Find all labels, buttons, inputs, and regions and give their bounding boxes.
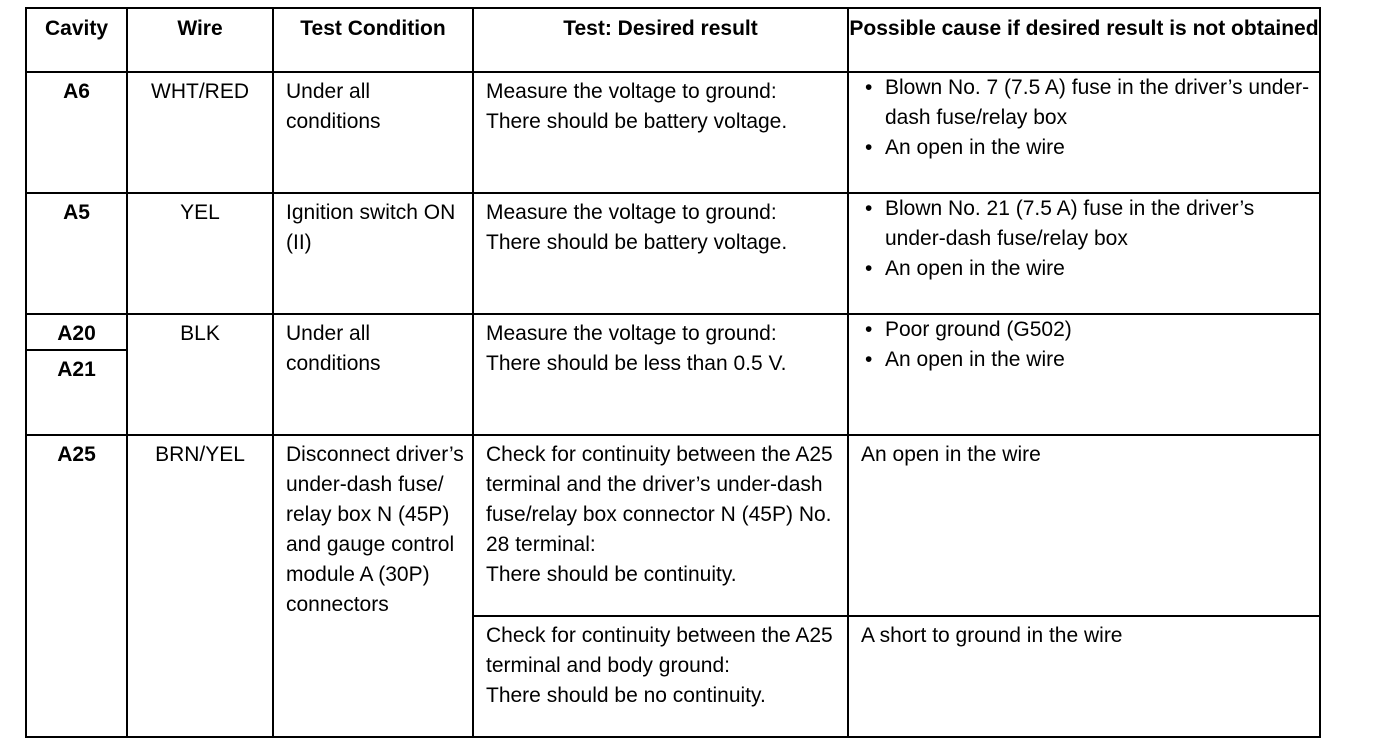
table-row	[26, 193, 1320, 314]
cause-item: A short to ground in the wire	[861, 624, 1123, 647]
cavity-cell: A5	[26, 193, 127, 314]
condition-cell: Under all conditions	[273, 72, 473, 193]
test-instruction: Measure the voltage to ground:	[486, 80, 777, 103]
cavity-a21: A21	[57, 358, 96, 381]
cause-item: • Poor ground (G502)	[861, 315, 1319, 345]
table-row	[26, 435, 1320, 616]
test-expectation: There should be no continuity.	[486, 684, 766, 707]
desired-result-cell	[473, 435, 848, 616]
desired-result-cell	[473, 616, 848, 737]
wire-cell: BLK	[127, 314, 273, 435]
cause-item: • An open in the wire	[861, 345, 1319, 375]
diagnostic-table	[25, 7, 1321, 738]
test-instruction: Check for continuity between the A25 terminal and body ground:	[486, 624, 833, 677]
possible-cause-cell	[848, 72, 1320, 193]
test-expectation: There should be battery voltage.	[486, 231, 788, 254]
test-instruction: Check for continuity between the A25 terminal and the driver’s under-dash fuse/relay box connector N (45P) No. 28 terminal:	[486, 443, 833, 556]
cause-item: • Blown No. 21 (7.5 A) fuse in the driver’s under-dash fuse/relay box	[861, 194, 1319, 254]
desired-result-cell	[473, 314, 848, 435]
test-expectation: There should be battery voltage.	[486, 110, 788, 133]
test-instruction: Measure the voltage to ground:	[486, 201, 777, 224]
desired-result-cell	[473, 193, 848, 314]
cavity-cell: A25	[26, 435, 127, 737]
possible-cause-cell	[848, 193, 1320, 314]
cause-item: • Blown No. 7 (7.5 A) fuse in the driver’s under-dash fuse/relay box	[861, 73, 1319, 133]
header-row	[26, 8, 1320, 72]
condition-cell: Disconnect driver’s under-dash fuse/ relay box N (45P) and gauge control module A (30P) connectors	[273, 435, 473, 737]
wire-cell: WHT/RED	[127, 72, 273, 193]
possible-cause-cell	[848, 314, 1320, 435]
header-test-condition: Test Condition	[273, 8, 473, 72]
table-row	[26, 72, 1320, 193]
cavity-cell: A6	[26, 72, 127, 193]
header-wire: Wire	[127, 8, 273, 72]
cavity-cell	[26, 314, 127, 435]
possible-cause-cell	[848, 616, 1320, 737]
wire-cell: BRN/YEL	[127, 435, 273, 737]
condition-cell: Ignition switch ON (II)	[273, 193, 473, 314]
test-expectation: There should be continuity.	[486, 563, 737, 586]
cause-item: • An open in the wire	[861, 254, 1319, 284]
condition-cell: Under all conditions	[273, 314, 473, 435]
test-instruction: Measure the voltage to ground:	[486, 322, 777, 345]
desired-result-cell	[473, 72, 848, 193]
table-row	[26, 314, 1320, 435]
possible-cause-cell	[848, 435, 1320, 616]
wire-cell: YEL	[127, 193, 273, 314]
cause-item: An open in the wire	[861, 443, 1041, 466]
cavity-a20: A20	[25, 315, 128, 351]
header-desired-result: Test: Desired result	[473, 8, 848, 72]
cause-item: • An open in the wire	[861, 133, 1319, 163]
header-cavity: Cavity	[26, 8, 127, 72]
test-expectation: There should be less than 0.5 V.	[486, 352, 787, 375]
header-possible-cause: Possible cause if desired result is not obtained	[848, 8, 1320, 72]
